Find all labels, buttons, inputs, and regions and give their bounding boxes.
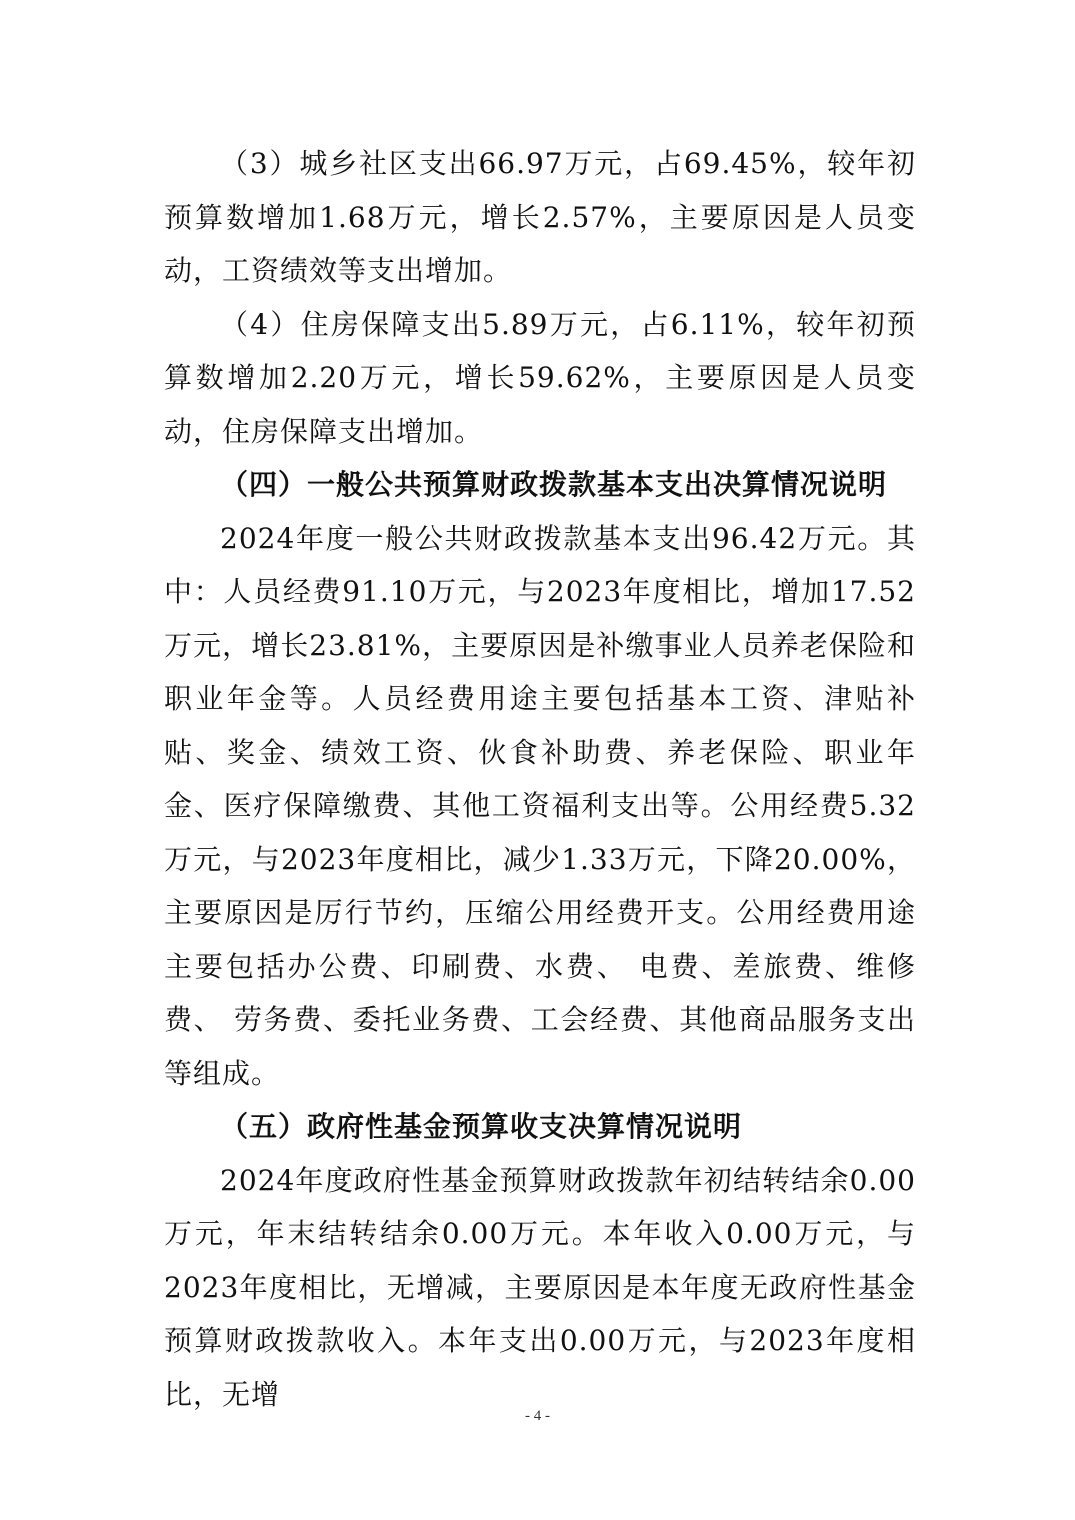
paragraph-government-fund-details: 2024年度政府性基金预算财政拨款年初结转结余0.00万元，年末结转结余0.00万元。本年收入0.00万元，与2023年度相比，无增减，主要原因是本年度无政府性基金预算财政拨款收入。本年支出0.00万元，与2023年度相比，无增: [164, 1163, 916, 1411]
section-heading-government-fund-budget: （五）政府性基金预算收支决算情况说明: [220, 1110, 743, 1143]
page-number: - 4 -: [525, 1408, 550, 1424]
paragraph-urban-rural-community-expenditure: （3）城乡社区支出66.97万元，占69.45%，较年初预算数增加1.68万元，增长2.57%，主要原因是人员变动，工资绩效等支出增加。: [164, 147, 916, 287]
paragraph-basic-expenditure-details: 2024年度一般公共财政拨款基本支出96.42万元。其中：人员经费91.10万元，与2023年度相比，增加17.52万元，增长23.81%，主要原因是补缴事业人员养老保险和职业年金等。人员经费用途主要包括基本工资、津贴补贴、奖金、绩效工资、伙食补助费、养老保险、职业年金、医疗保障缴费、其他工资福利支出等。公用经费5.32万元，与2023年度相比，减少1.33万元，下降20.00%，主要原因是厉行节约，压缩公用经费开支。公用经费用途主要包括办公费、印刷费、水费、 电费、差旅费、维修费、 劳务费、委托业务费、工会经费、其他商品服务支出等组成。: [164, 521, 916, 1090]
section-heading-basic-expenditure: （四）一般公共预算财政拨款基本支出决算情况说明: [220, 468, 888, 501]
document-body: [164, 137, 916, 1421]
paragraph-housing-security-expenditure: （4）住房保障支出5.89万元，占6.11%，较年初预算数增加2.20万元，增长59.62%，主要原因是人员变动，住房保障支出增加。: [164, 307, 916, 448]
